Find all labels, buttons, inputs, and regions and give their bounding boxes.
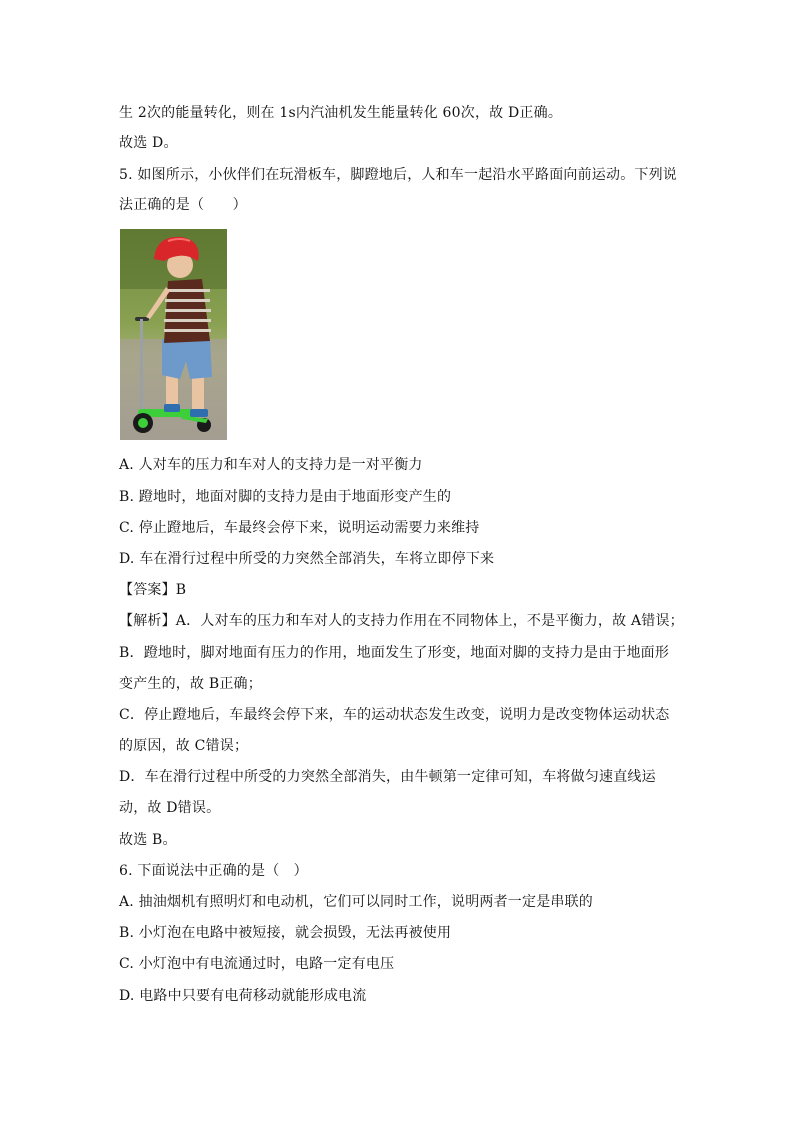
option-b: B. 蹬地时，地面对脚的支持力是由于地面形变产生的 xyxy=(119,489,452,505)
option-a: A. 人对车的压力和车对人的支持力是一对平衡力 xyxy=(119,457,423,473)
analysis-line-1: 【解析】A．人对车的压力和车对人的支持力作用在不同物体上，不是平衡力，故 A错误； xyxy=(119,613,684,629)
q6-option-a: A. 抽油烟机有照明灯和电动机，它们可以同时工作，说明两者一定是串联的 xyxy=(119,894,594,910)
q6-option-b: B. 小灯泡在电路中被短接，就会损毁，无法再被使用 xyxy=(119,925,452,941)
option-c: C. 停止蹬地后，车最终会停下来，说明运动需要力来维持 xyxy=(119,520,480,536)
text-line-2: 故选 D。 xyxy=(119,135,178,151)
analysis-line-4: C．停止蹬地后，车最终会停下来，车的运动状态发生改变，说明力是改变物体运动状态 xyxy=(119,707,670,723)
question-5-stem-line-1: 5. 如图所示，小伙伴们在玩滑板车，脚蹬地后，人和车一起沿水平路面向前运动。下列说 xyxy=(119,167,678,183)
answer-line: 【答案】B xyxy=(119,582,187,598)
answer-choice-line: 故选 B。 xyxy=(119,832,177,848)
analysis-line-7: 动，故 D错误。 xyxy=(119,800,221,816)
analysis-line-3: 变产生的，故 B正确； xyxy=(119,676,262,692)
q6-option-d: D. 电路中只要有电荷移动就能形成电流 xyxy=(119,988,367,1004)
analysis-line-5: 的原因，故 C错误； xyxy=(119,738,249,754)
q6-option-c: C. 小灯泡中有电流通过时，电路一定有电压 xyxy=(119,956,395,972)
scooter-photo xyxy=(120,229,227,440)
analysis-line-6: D．车在滑行过程中所受的力突然全部消失，由牛顿第一定律可知，车将做匀速直线运 xyxy=(119,769,656,785)
text-line-1: 生 2次的能量转化，则在 1s内汽油机发生能量转化 60次，故 D正确。 xyxy=(119,105,563,121)
analysis-line-2: B．蹬地时，脚对地面有压力的作用，地面发生了形变，地面对脚的支持力是由于地面形 xyxy=(119,645,670,661)
question-6-stem: 6. 下面说法中正确的是（ ） xyxy=(119,863,308,879)
question-5-stem-line-2: 法正确的是（ ） xyxy=(119,197,247,213)
option-d: D. 车在滑行过程中所受的力突然全部消失，车将立即停下来 xyxy=(119,551,495,567)
child-on-scooter-illustration xyxy=(120,229,227,440)
